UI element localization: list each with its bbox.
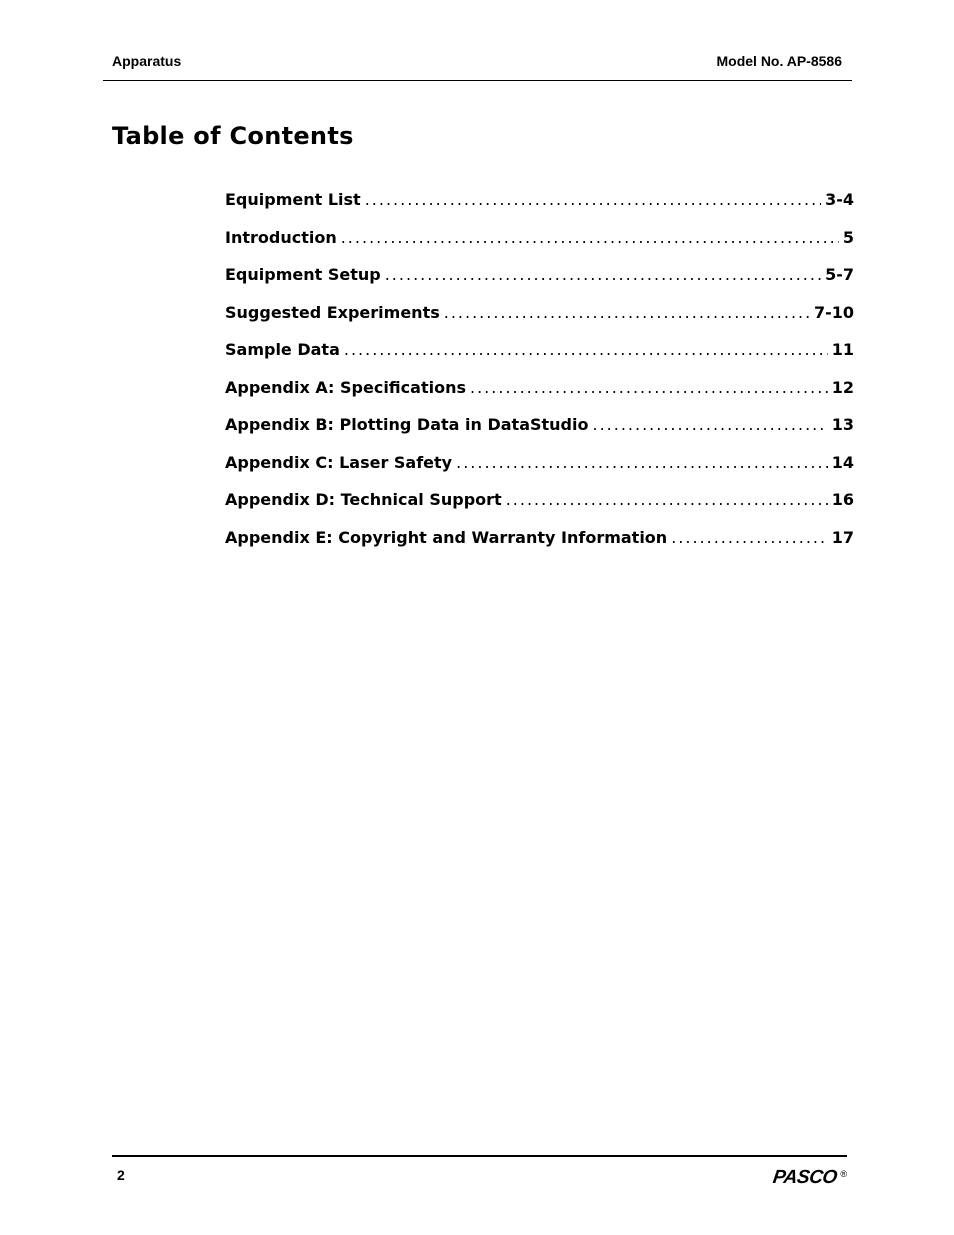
table-of-contents <box>225 190 854 565</box>
toc-entry-page: 3-4 <box>825 190 854 209</box>
toc-entry-appendix-a[interactable] <box>225 378 854 416</box>
toc-entry-appendix-c[interactable] <box>225 453 854 491</box>
page-title: Table of Contents <box>112 122 354 150</box>
toc-entry-page: 11 <box>831 340 854 359</box>
toc-entry-page: 13 <box>831 415 854 434</box>
toc-entry-page: 7-10 <box>813 302 854 322</box>
toc-entry-label: Suggested Experiments <box>225 302 440 322</box>
toc-entry-page: 17 <box>831 527 854 547</box>
toc-dot-leader <box>506 490 828 509</box>
toc-entry-equipment-list[interactable] <box>225 190 854 228</box>
page-footer <box>112 1155 847 1197</box>
header-section-title: Apparatus <box>112 53 182 69</box>
pasco-logo <box>773 1167 847 1189</box>
toc-entry-label: Appendix C: Laser Safety <box>225 452 453 472</box>
toc-dot-leader <box>365 190 821 209</box>
header-model-number: Model No. AP-8586 <box>716 53 842 69</box>
toc-entry-equipment-setup[interactable] <box>225 265 854 303</box>
toc-dot-leader <box>671 528 828 547</box>
toc-entry-page: 16 <box>831 490 854 509</box>
toc-entry-introduction[interactable] <box>225 228 854 266</box>
toc-entry-page: 12 <box>831 377 854 397</box>
toc-entry-label: Appendix D: Technical Support <box>225 490 502 509</box>
toc-dot-leader <box>592 415 827 434</box>
toc-dot-leader <box>344 340 828 359</box>
toc-entry-label: Appendix B: Plotting Data in DataStudio <box>225 415 589 434</box>
toc-dot-leader <box>444 303 810 322</box>
toc-entry-label: Appendix A: Specifications <box>225 377 466 397</box>
page-number: 2 <box>117 1167 125 1183</box>
toc-entry-appendix-e[interactable] <box>225 528 854 566</box>
toc-entry-sample-data[interactable] <box>225 340 854 378</box>
toc-entry-appendix-d[interactable] <box>225 490 854 528</box>
toc-entry-page: 5-7 <box>825 265 854 284</box>
toc-dot-leader <box>456 453 828 472</box>
toc-dot-leader <box>341 228 839 247</box>
toc-dot-leader <box>385 265 821 284</box>
toc-entry-suggested-experiments[interactable] <box>225 303 854 341</box>
toc-entry-label: Appendix E: Copyright and Warranty Information <box>225 527 668 547</box>
toc-dot-leader <box>470 378 828 397</box>
registered-mark: ® <box>840 1169 847 1179</box>
toc-entry-label: Equipment List <box>225 190 361 209</box>
toc-entry-label: Equipment Setup <box>225 265 381 284</box>
toc-entry-label: Sample Data <box>225 340 340 359</box>
logo-wordmark: PASCO <box>771 1167 838 1188</box>
page-header <box>103 50 852 81</box>
toc-entry-label: Introduction <box>225 227 337 247</box>
toc-entry-page: 14 <box>831 452 854 472</box>
toc-entry-page: 5 <box>842 227 854 247</box>
toc-entry-appendix-b[interactable] <box>225 415 854 453</box>
